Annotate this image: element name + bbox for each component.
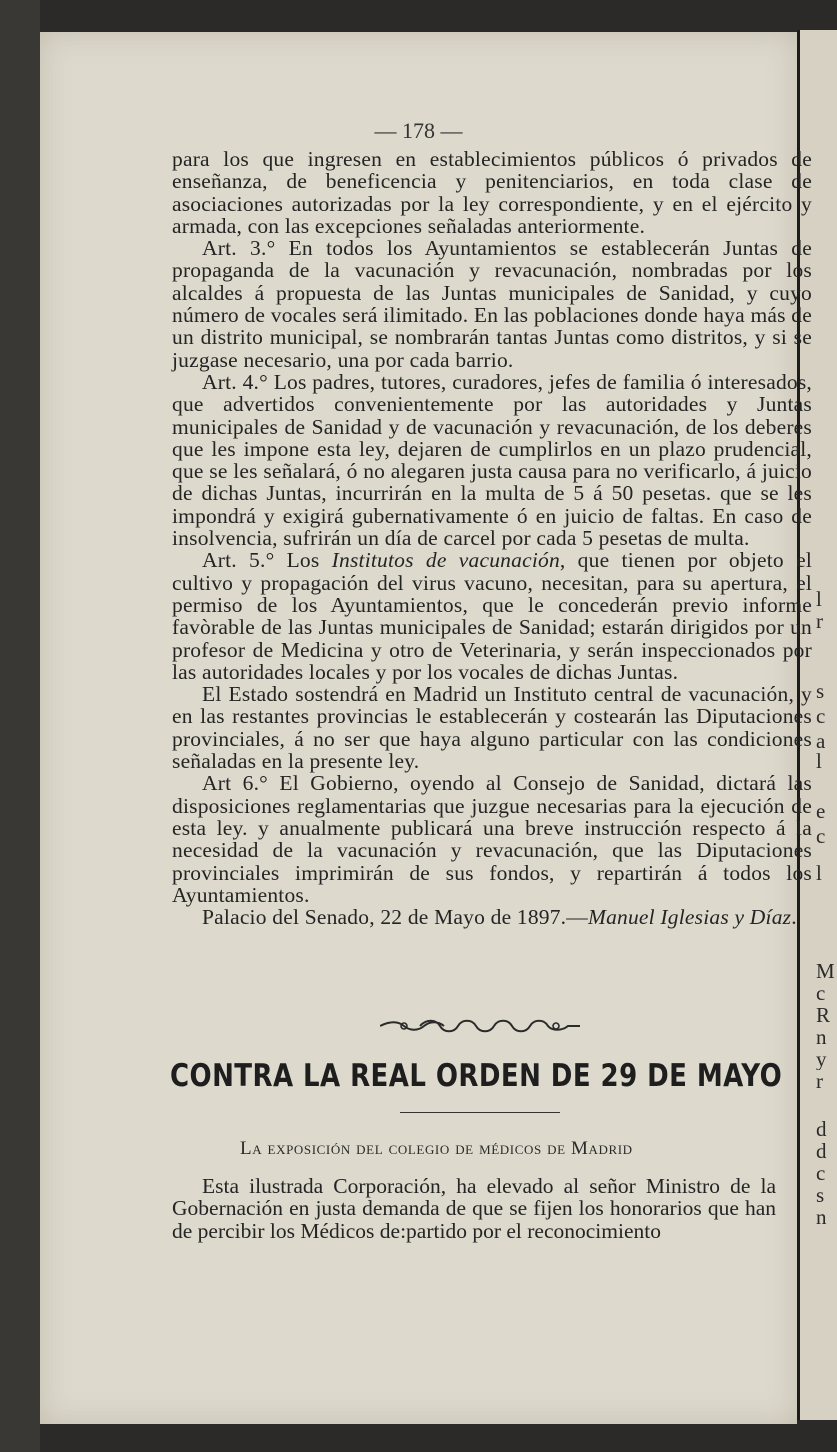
signature-place-date: Palacio del Senado, 22 de Mayo de 1897.— (202, 905, 588, 930)
adjacent-page-fragment: c (816, 982, 826, 1004)
adjacent-page-fragment: d (816, 1140, 827, 1162)
adjacent-page-fragment: l (816, 750, 822, 772)
adjacent-page-fragment: M (816, 960, 835, 982)
section-headline: CONTRA LA REAL ORDEN DE 29 DE MAYO (170, 1058, 783, 1094)
adjacent-page-fragment: e (816, 800, 826, 822)
adjacent-page-fragment: c (816, 1162, 826, 1184)
adjacent-page-fragment: r (816, 1070, 823, 1092)
adjacent-page-fragment: s (816, 680, 825, 702)
paragraph-continuation: para los que ingresen en establecimientos públicos ó privados de enseñanza, de beneficencia y penitenciarios, en toda clase de asociaciones autorizadas por la ley correspondiente, y en el ejército y armada, con las excepciones señaladas anteriormente. (172, 147, 812, 238)
paragraph-exposicion: Esta ilustrada Corporación, ha elevado al señor Ministro de la Gobernación en justa demanda de que se fijen los honorarios que han de percibir los Médicos de:partido por el reconocimiento (172, 1174, 776, 1243)
art-5-lead: Art. 5.° Los (202, 548, 332, 573)
adjacent-page-fragment: n (816, 1206, 827, 1228)
paragraph-art-6: Art 6.° El Gobierno, oyendo al Consejo de Sanidad, dictará las disposiciones reglamentarias que juzgue necesarias para la ejecución de esta ley. y anualmente publicará una breve instrucción respecto á la necesidad de la vacunación y revacunación, que las Diputaciones provinciales imprimirán de sus fondos, y repartirán á todos los Ayuntamientos. (172, 771, 812, 907)
signature-name: Manuel Iglesias y Díaz (587, 905, 792, 930)
adjacent-page-fragment: a (816, 730, 826, 752)
paragraph-art-3: Art. 3.° En todos los Ayuntamientos se establecerán Juntas de propaganda de la vacunación y revacunación, nombradas por los alcaldes á propuesta de las Juntas municipales de Sanidad, y cuyo número de vocales será ilimitado. En las poblaciones donde haya más de un distrito municipal, se nombrarán tantas Juntas como distritos, y si se juzgase necesario, una por cada barrio. (172, 236, 812, 372)
page-number: — 178 — (374, 118, 463, 143)
decorative-ornament (380, 1015, 580, 1037)
paragraph-estado: El Estado sostendrá en Madrid un Instituto central de vacunación, y en las restantes provincias le establecerán y costearán las Diputaciones provinciales, á no ser que haya alguno particular con las condiciones señaladas en la presente ley. (172, 682, 812, 774)
signature-end: . (791, 905, 797, 930)
paragraph-art-4: Art. 4.° Los padres, tutores, curadores, jefes de familia ó interesados, que advertidos convenientemente por las autoridades y Juntas municipales de Sanidad y de vacunación y revacunación, de los deberes que les impone esta ley, dejaren de cumplirlos en un plazo prudencial, que se les señalará, ó no alegaren justa causa para no verificarlo, á juicio de dichas Juntas, incurrirán en la multa de 5 á 50 pesetas. que se les impondrá y exigirá gubernativamente ó en juicio de faltas. En caso de insolvencia, sufrirán un día de carcel por cada 5 pesetas de multa. (172, 369, 812, 551)
adjacent-page-fragment: l (816, 588, 822, 610)
adjacent-page-fragment: c (816, 825, 826, 847)
adjacent-page-fragment: r (816, 610, 823, 632)
adjacent-page-fragment: l (816, 862, 822, 884)
adjacent-page-fragment: s (816, 1184, 825, 1206)
scan-background-left (0, 0, 40, 1452)
horizontal-rule (400, 1112, 560, 1113)
body-text (172, 148, 812, 928)
paragraph-signature (172, 906, 812, 928)
adjacent-page-fragment: c (816, 705, 826, 727)
adjacent-page-fragment: n (816, 1026, 827, 1048)
art-5-italic: Institutos de vacunación (331, 548, 560, 573)
adjacent-page-fragment: R (816, 1004, 831, 1026)
section-subheadline: La exposición del colegio de médicos de Madrid (240, 1138, 633, 1159)
adjacent-page-fragment: y (816, 1048, 827, 1070)
paragraph-art-5 (172, 549, 812, 683)
adjacent-page-fragment: d (816, 1118, 827, 1140)
final-text (172, 1175, 776, 1242)
art-5-rest: , que tienen por objeto el cultivo y propagación del virus vacuno, necesitan, para su apertura, el permiso de los Ayuntamientos, que le concederán previo informe favòrable de las Juntas municipales de Sanidad; estarán dirigidos por un profesor de Medicina y otro de Veterinaria, y serán inspeccionados por las autoridades locales y por los vocales de dichas Juntas. (172, 548, 812, 684)
